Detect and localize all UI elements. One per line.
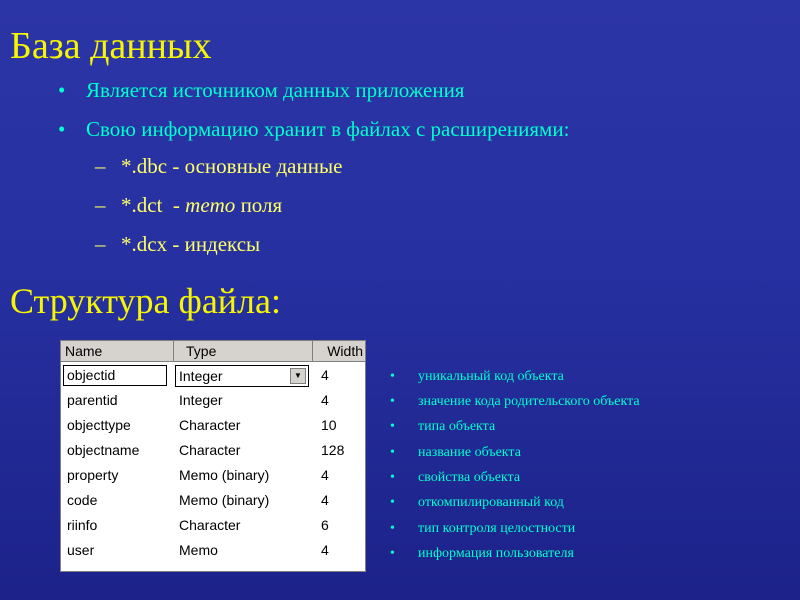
bullet-dot: • <box>390 495 395 510</box>
extension-name: *.dcx <box>121 232 168 256</box>
table-row[interactable] <box>61 513 365 538</box>
bullet-text: Свою информацию хранит в файлах с расширениями: <box>86 117 570 141</box>
field-type: Character <box>179 517 241 533</box>
table-structure-grid <box>60 340 366 572</box>
column-header-name[interactable]: Name <box>61 341 174 361</box>
field-type: Character <box>179 417 241 433</box>
field-name: objecttype <box>67 417 131 433</box>
field-name: property <box>67 467 119 483</box>
field-type: Memo (binary) <box>179 467 270 483</box>
bullet-dot: • <box>390 419 395 434</box>
field-name: objectname <box>67 442 140 458</box>
field-width[interactable]: 4 <box>321 367 329 383</box>
table-row[interactable] <box>61 438 365 463</box>
bullet-dot: • <box>390 369 395 384</box>
field-width: 4 <box>321 492 329 508</box>
bullet-dot: • <box>58 117 66 141</box>
extension-separator: - <box>162 193 186 217</box>
description-text: откомпилированный код <box>418 495 564 510</box>
dash-marker: – <box>95 154 106 178</box>
field-type-select[interactable] <box>175 365 309 387</box>
table-row[interactable] <box>61 538 365 563</box>
table-row[interactable] <box>61 363 365 388</box>
field-width: 4 <box>321 392 329 408</box>
description-text: свойства объекта <box>418 470 521 485</box>
dash-marker: – <box>95 232 106 256</box>
extension-name: *.dbc <box>121 154 168 178</box>
field-type: Character <box>179 442 241 458</box>
field-width: 10 <box>321 417 337 433</box>
field-type: Integer <box>179 392 223 408</box>
description-text: тип контроля целостности <box>418 521 576 536</box>
description-text: название объекта <box>418 445 521 460</box>
field-width: 4 <box>321 467 329 483</box>
extension-italic-word: memo <box>185 193 236 217</box>
bullet-dot: • <box>390 546 395 561</box>
field-name-input[interactable]: objectid <box>63 365 167 386</box>
table-row[interactable] <box>61 463 365 488</box>
field-name: parentid <box>67 392 118 408</box>
extension-name: *.dct <box>121 193 163 217</box>
bullet-dot: • <box>390 445 395 460</box>
field-name: code <box>67 492 98 508</box>
table-row[interactable] <box>61 413 365 438</box>
dash-marker: – <box>95 193 106 217</box>
bullet-dot: • <box>390 394 395 409</box>
bullet-dot: • <box>58 78 66 102</box>
bullet-text: Является источником данных приложения <box>86 78 465 102</box>
description-text: значение кода родительского объекта <box>418 394 640 409</box>
table-row[interactable] <box>61 388 365 413</box>
field-name: riinfo <box>67 517 98 533</box>
extension-description: индексы <box>184 232 261 256</box>
field-width: 6 <box>321 517 329 533</box>
extension-separator: - <box>167 232 185 256</box>
bullet-dot: • <box>390 521 395 536</box>
description-text: информация пользователя <box>418 546 574 561</box>
chevron-down-icon[interactable]: ▼ <box>290 368 306 384</box>
grid-header <box>61 341 365 362</box>
bullet-dot: • <box>390 470 395 485</box>
field-type-value: Integer <box>179 368 223 384</box>
field-name: user <box>67 542 95 558</box>
description-text: типа объекта <box>418 419 496 434</box>
extension-description: основные данные <box>184 154 343 178</box>
field-type: Memo (binary) <box>179 492 270 508</box>
extension-description: поля <box>235 193 283 217</box>
column-header-type[interactable]: Type <box>174 341 313 361</box>
description-text: уникальный код объекта <box>418 369 564 384</box>
section-title: Структура файла: <box>10 281 282 321</box>
slide-title: База данных <box>10 25 212 67</box>
table-row[interactable] <box>61 488 365 513</box>
field-width: 4 <box>321 542 329 558</box>
field-type: Memo <box>179 542 218 558</box>
extension-separator: - <box>167 154 185 178</box>
column-header-width[interactable]: Width <box>327 343 363 359</box>
field-width: 128 <box>321 442 345 458</box>
